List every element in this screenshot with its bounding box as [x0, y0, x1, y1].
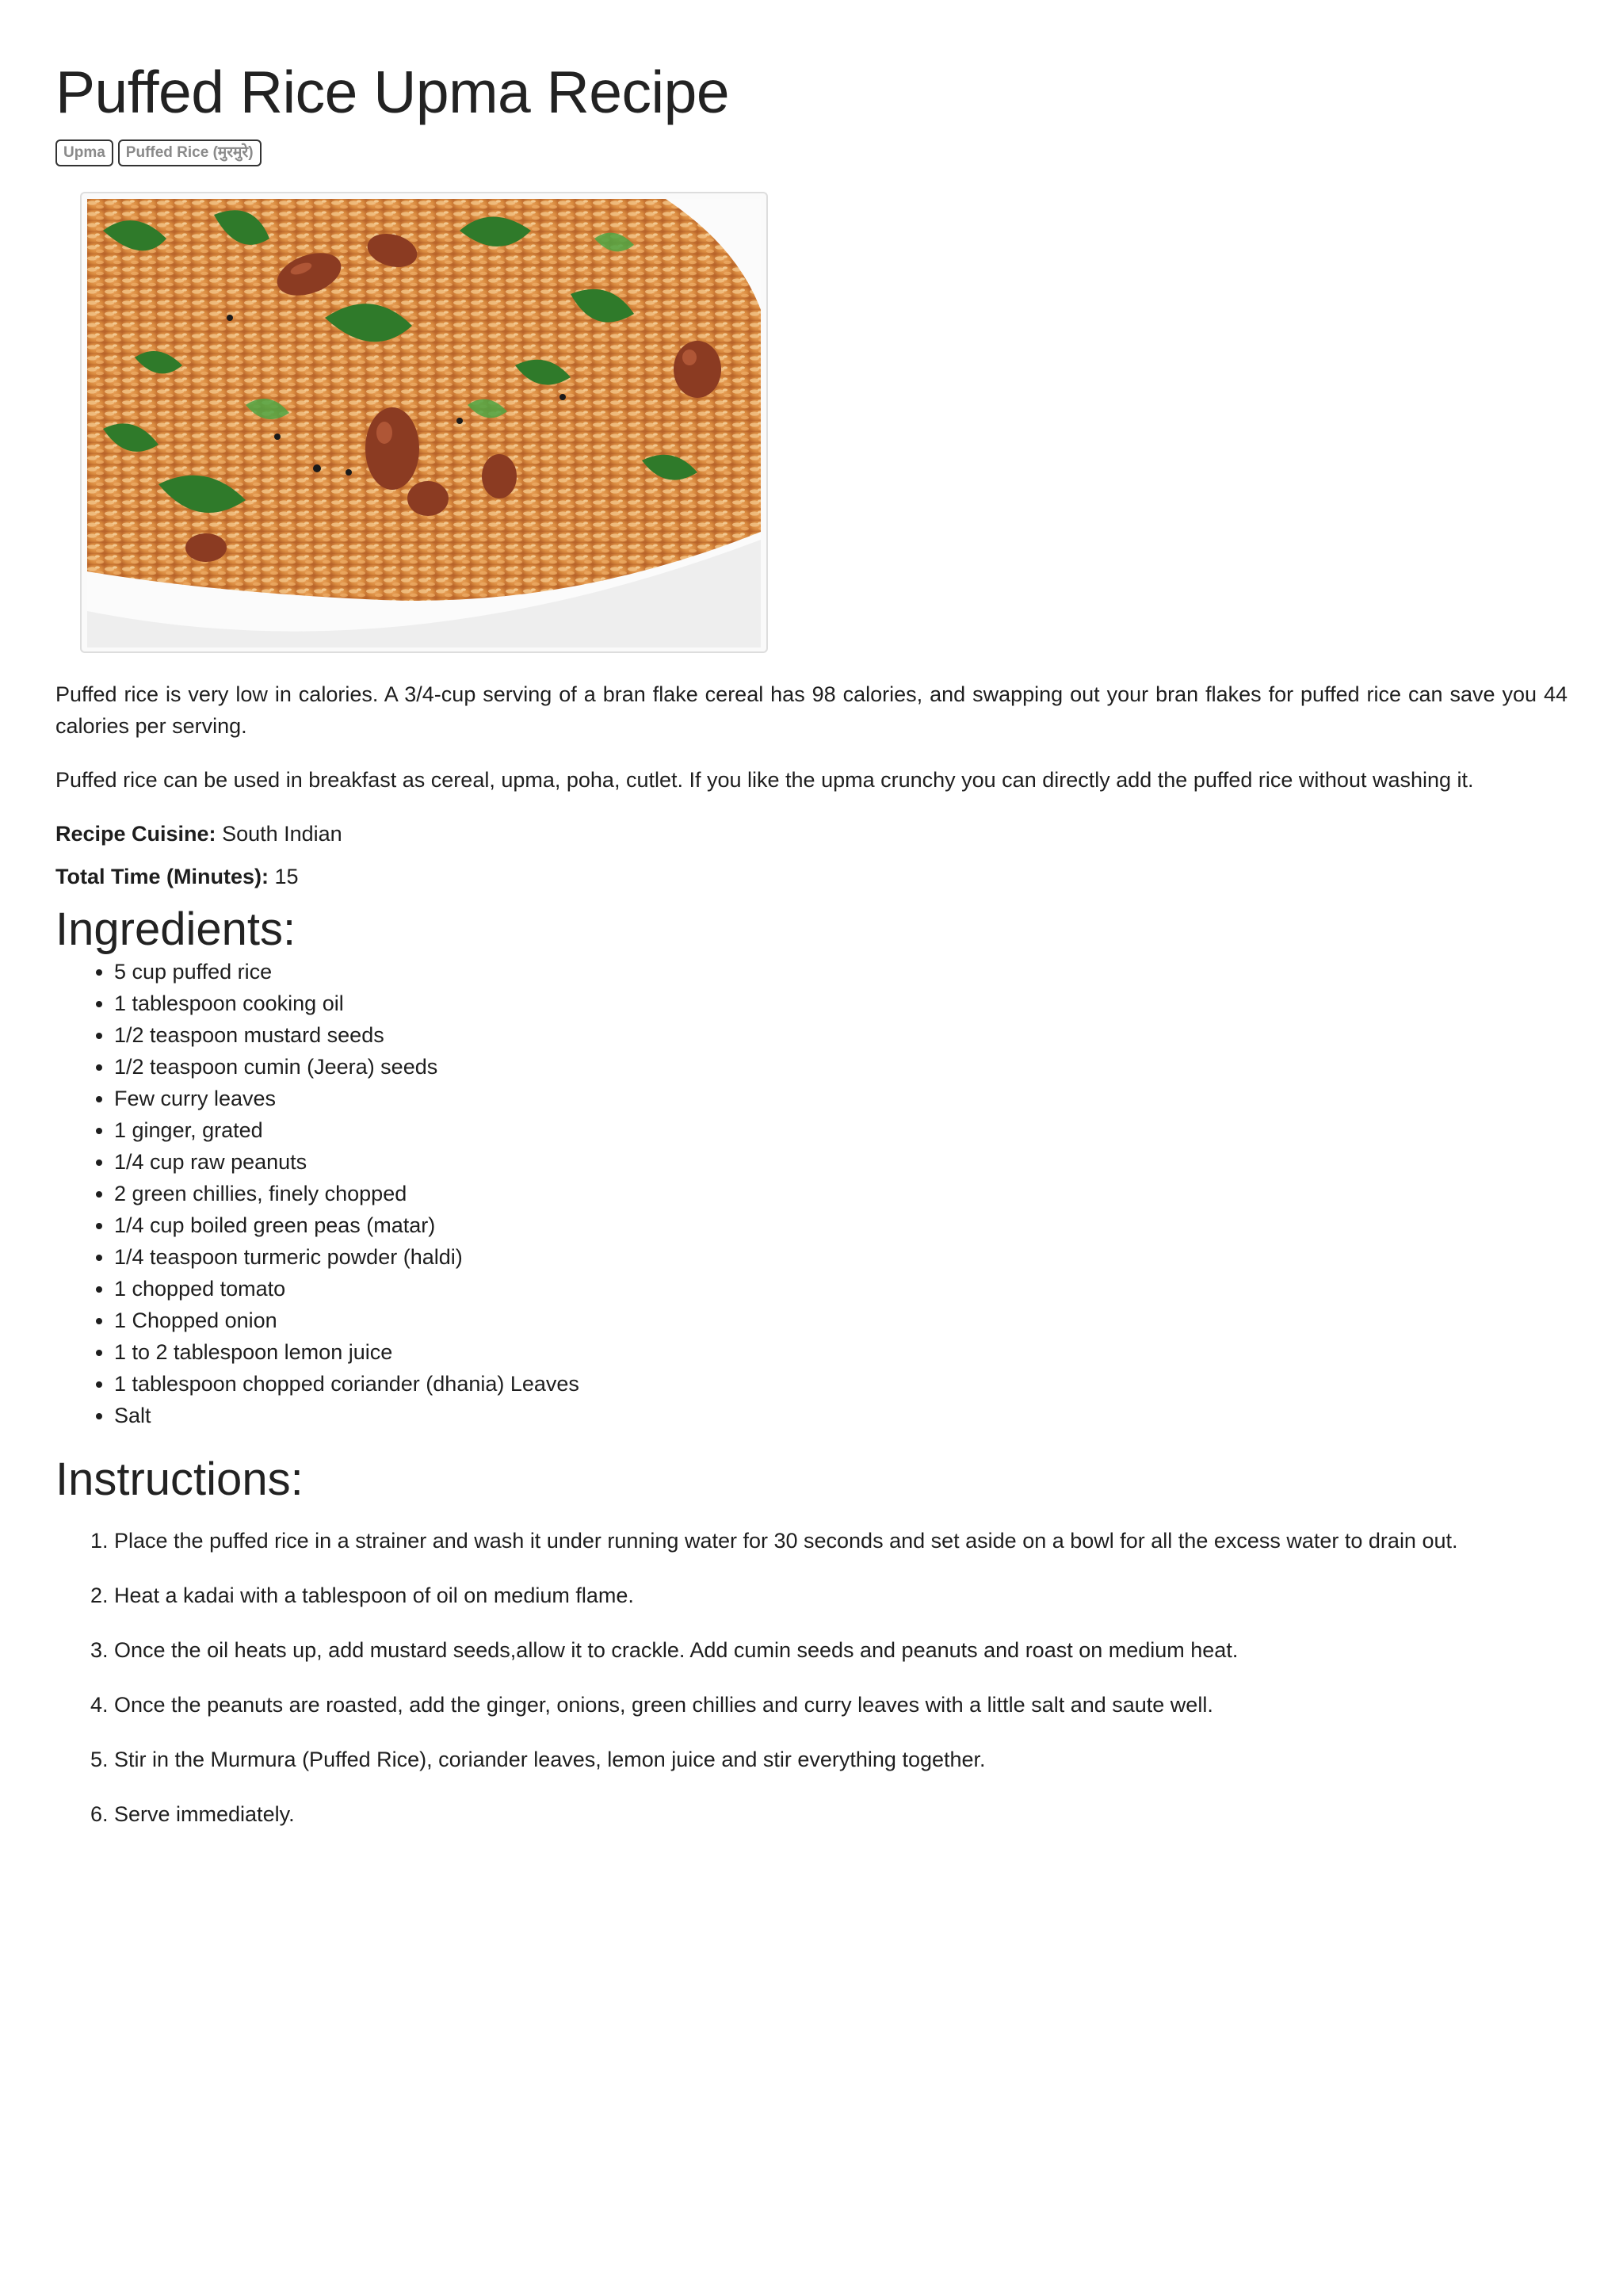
list-item: • 5 cup puffed rice	[114, 956, 1568, 988]
recipe-cuisine-label: Recipe Cuisine:	[55, 822, 216, 846]
list-item: • 1 ginger, grated	[114, 1114, 1568, 1146]
instruction-step: 2. Heat a kadai with a tablespoon of oil on medium flame.	[114, 1580, 1568, 1611]
recipe-cuisine	[55, 818, 1568, 850]
list-item: • Few curry leaves	[114, 1083, 1568, 1114]
ingredients-list	[55, 956, 1568, 1431]
tag-list	[55, 139, 1568, 166]
list-item: • 1 to 2 tablespoon lemon juice	[114, 1336, 1568, 1368]
description-paragraph-2: Puffed rice can be used in breakfast as cereal, upma, poha, cutlet. If you like the upma crunchy you can directly add the puffed rice without washing it.	[55, 768, 1474, 792]
instructions-heading: Instructions:	[55, 1454, 304, 1505]
ingredients-heading: Ingredients:	[55, 904, 296, 955]
list-item: • 1/4 cup boiled green peas (matar)	[114, 1209, 1568, 1241]
instruction-step: 1. Place the puffed rice in a strainer and wash it under running water for 30 seconds and set aside on a bowl for all the excess water to drain out.	[114, 1525, 1568, 1557]
instruction-step: 6. Serve immediately.	[114, 1798, 1568, 1830]
page-title: Puffed Rice Upma Recipe	[55, 59, 730, 125]
instructions-list	[55, 1525, 1568, 1830]
tag-upma[interactable]: Upma	[55, 139, 113, 166]
list-item: • 1/4 cup raw peanuts	[114, 1146, 1568, 1178]
total-time-label: Total Time (Minutes):	[55, 865, 269, 888]
list-item: • 2 green chillies, finely chopped	[114, 1178, 1568, 1209]
recipe-cuisine-value: South Indian	[222, 822, 342, 846]
instruction-step: 5. Stir in the Murmura (Puffed Rice), coriander leaves, lemon juice and stir everything together.	[114, 1744, 1568, 1775]
list-item: • 1/4 teaspoon turmeric powder (haldi)	[114, 1241, 1568, 1273]
instruction-step: 4. Once the peanuts are roasted, add the ginger, onions, green chillies and curry leaves with a little salt and saute well.	[114, 1689, 1568, 1721]
list-item: • 1 Chopped onion	[114, 1305, 1568, 1336]
tag-puffed-rice[interactable]: Puffed Rice (मुरमुरे)	[118, 139, 262, 166]
description-paragraph-1: Puffed rice is very low in calories. A 3/4-cup serving of a bran flake cereal has 98 calories, and swapping out your bran flakes for puffed rice can save you 44 calories per serving.	[55, 682, 1568, 738]
list-item: • 1/2 teaspoon mustard seeds	[114, 1019, 1568, 1051]
list-item: • 1 tablespoon chopped coriander (dhania) Leaves	[114, 1368, 1568, 1400]
total-time-value: 15	[274, 865, 299, 888]
rice-mound	[87, 199, 761, 601]
list-item: • 1 tablespoon cooking oil	[114, 988, 1568, 1019]
total-time	[55, 861, 1568, 892]
recipe-photo	[87, 199, 761, 648]
recipe-photo-frame	[80, 192, 768, 653]
list-item: • 1 chopped tomato	[114, 1273, 1568, 1305]
list-item: • Salt	[114, 1400, 1568, 1431]
list-item: • 1/2 teaspoon cumin (Jeera) seeds	[114, 1051, 1568, 1083]
instruction-step: 3. Once the oil heats up, add mustard seeds,allow it to crackle. Add cumin seeds and peanuts and roast on medium heat.	[114, 1634, 1568, 1666]
